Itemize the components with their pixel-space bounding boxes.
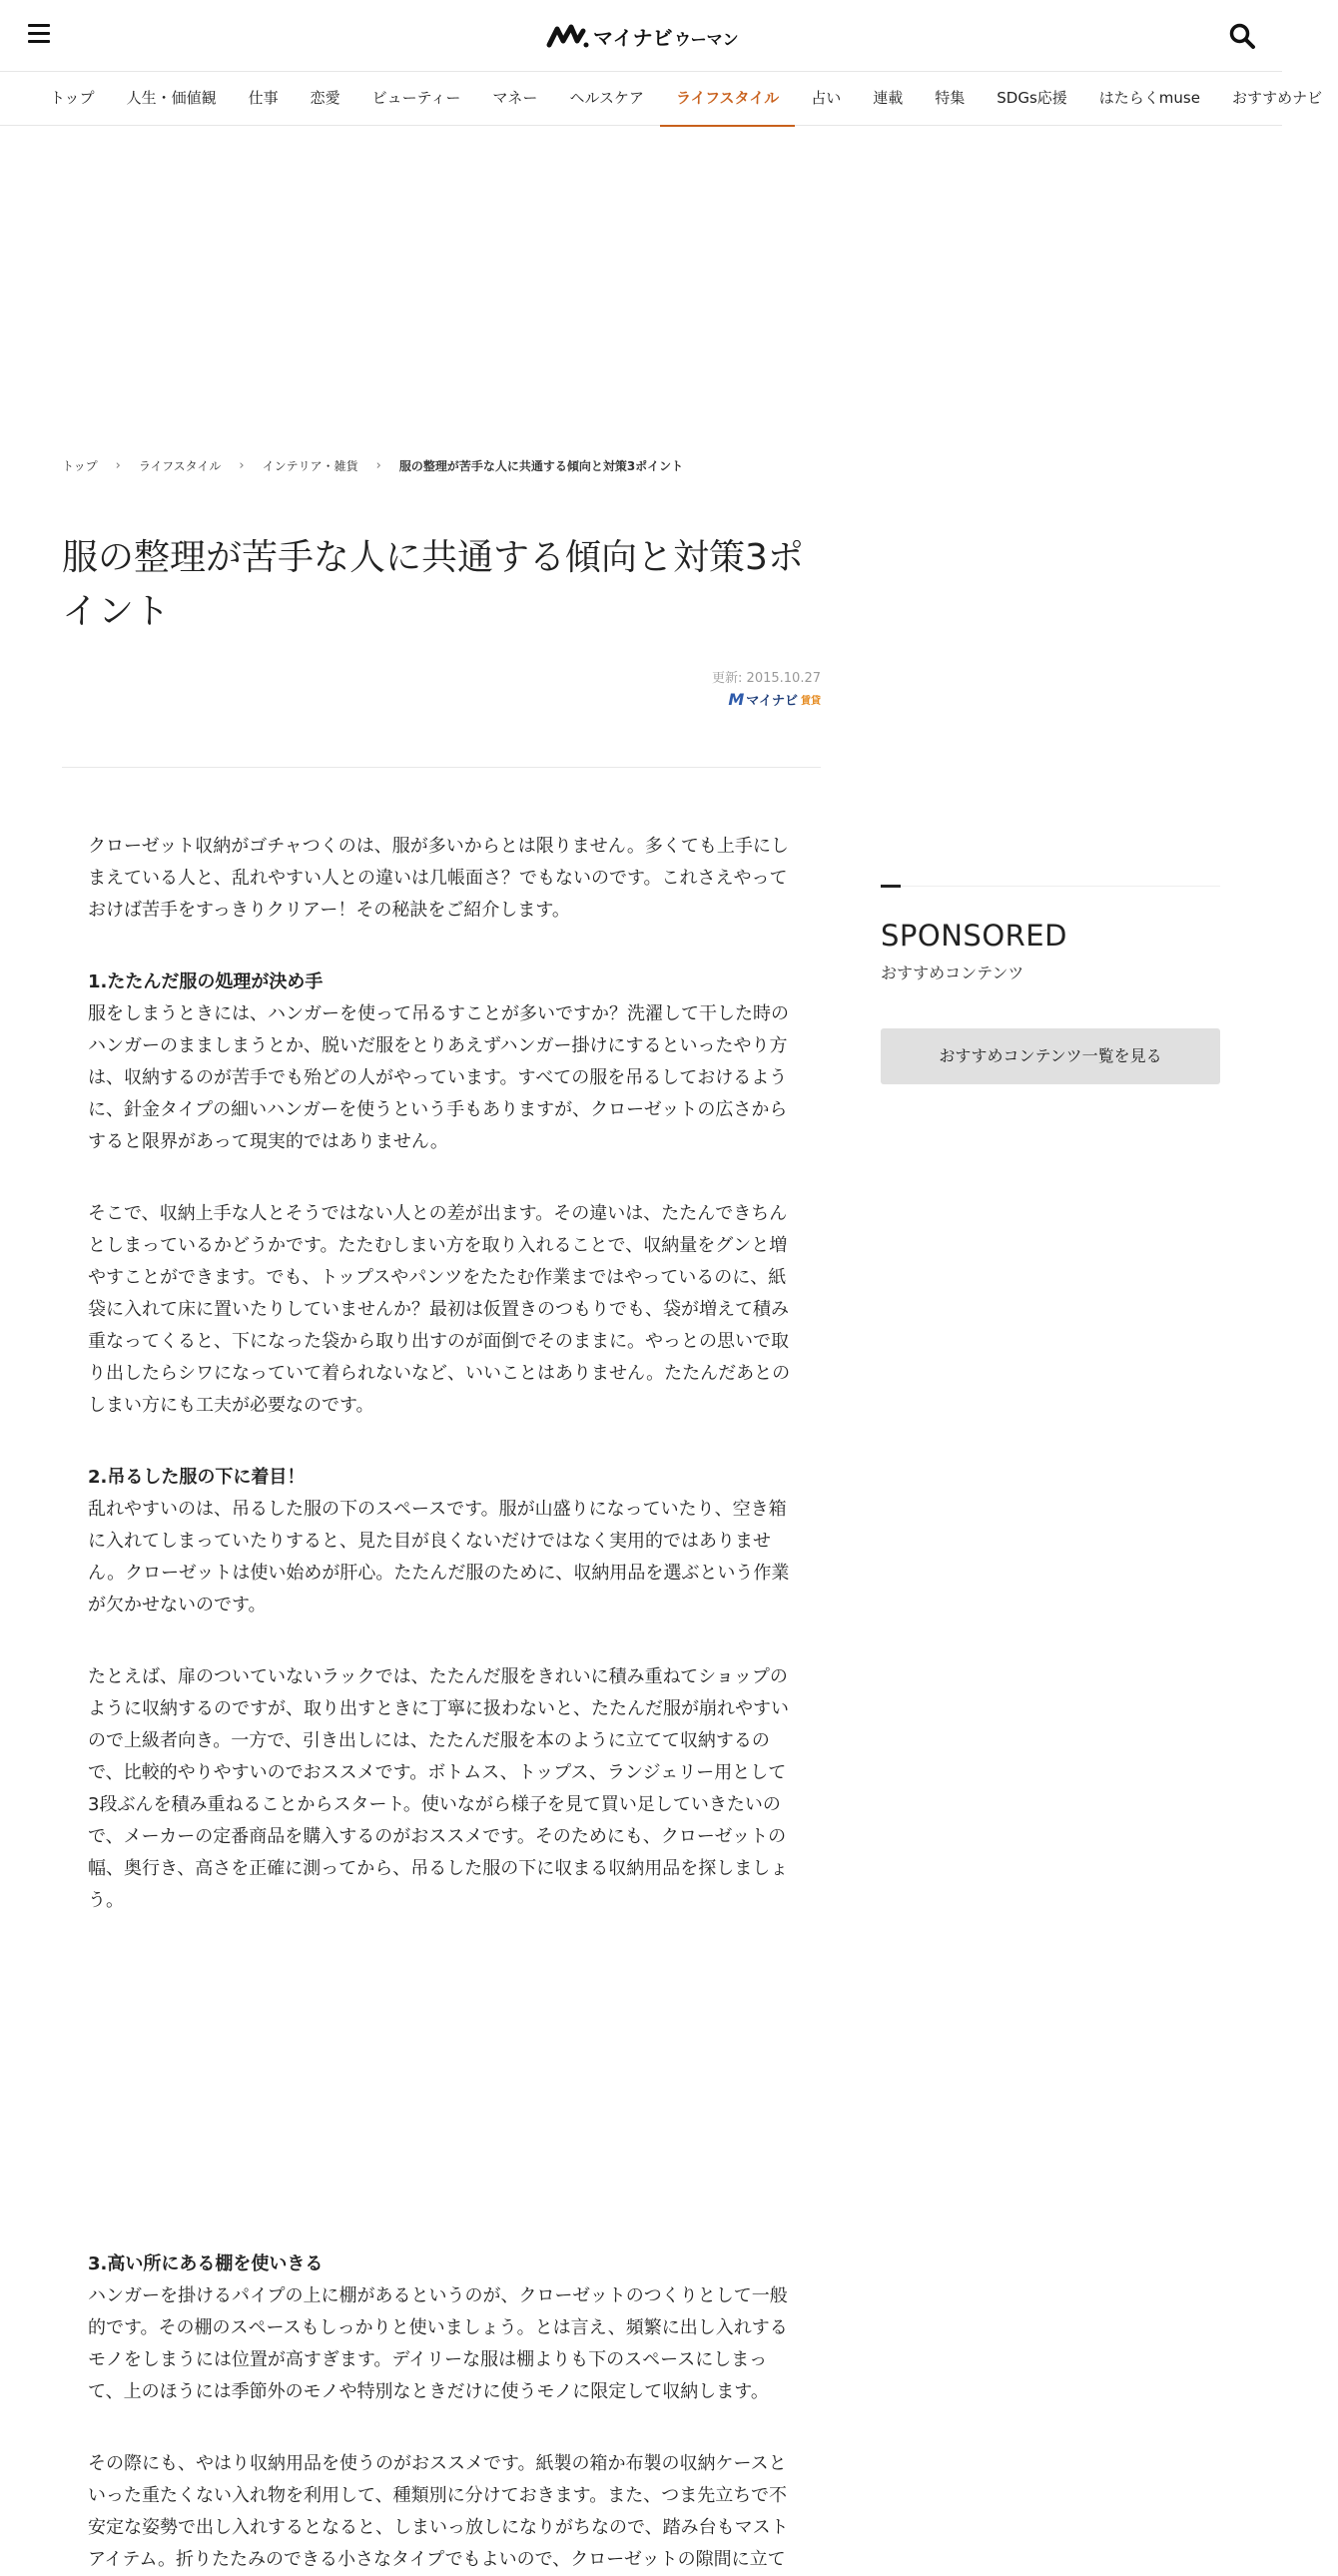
breadcrumb-top[interactable]: トップ [62, 459, 98, 473]
paragraph-text: ハンガーを掛けるパイプの上に棚があるというのが、クローゼットのつくりとして一般的です。その棚のスペースもしっかりと使いましょう。とは言え、頻繁に出し入れするモノをしまうには位置が高すぎます。デイリーな服は棚よりも下のスペースにしまって、上のほうには季節外のモノや特別なときだけに使うモノに限定して収納します。 [88, 2285, 788, 2402]
article-paragraph [88, 1198, 791, 1422]
nav-item[interactable]: ヘルスケア [569, 89, 644, 107]
article-section [88, 966, 791, 1158]
nav-item[interactable]: 人生・価値観 [126, 89, 217, 107]
nav-item[interactable]: 連載 [873, 89, 904, 107]
nav-item[interactable]: 恋愛 [310, 89, 340, 107]
nav-item[interactable]: 仕事 [248, 89, 279, 107]
nav-item[interactable]: トップ [50, 89, 95, 107]
nav-item[interactable]: おすすめナビ [1231, 89, 1323, 107]
paragraph-text: そこで、収納上手な人とそうではない人との差が出ます。その違いは、たたんできちんとしまっているかどうかです。たたむしまい方を取り入れることで、収納量をグンと増やすことができます。でも、トップスやパンツをたたむ作業まではやっているのに、紙袋に入れて床に置いたりしていませんか？最初は仮置きのつもりでも、袋が増えて積み重なってくると、下になった袋から取り出すのが面倒でそのままに。やっとの思いで取り出したらシワになっていて着られないなど、いいことはありません。たたんだあとのしまい方にも工夫が必要なのです。 [88, 1203, 791, 1416]
article-section [88, 2249, 791, 2408]
site-header [0, 0, 1282, 72]
source-logo-sub: 賃貸 [801, 696, 821, 707]
source-logo-text: マイナビ [746, 694, 798, 709]
title-divider [62, 767, 821, 768]
article-paragraph [88, 2448, 791, 2570]
source-logo[interactable] [728, 690, 821, 709]
source-logo-mark: M [728, 690, 745, 709]
nav-item[interactable]: はたらくmuse [1098, 89, 1200, 107]
sponsored-title: SPONSORED [881, 919, 1067, 953]
sidebar-divider [901, 886, 1220, 887]
paragraph-text: 乱れやすいのは、吊るした服の下のスペースです。服が山盛りになっていたり、空き箱に入れてしまっていたりすると、見た目が良くないだけではなく実用的ではありません。クローゼットは使い始めが肝心。たたんだ服のために、収納用品を選ぶという作業が欠かせないのです。 [88, 1499, 790, 1615]
category-nav [0, 72, 1323, 126]
breadcrumb-current: 服の整理が苦手な人に共通する傾向と対策3ポイント [398, 459, 684, 473]
article-section [88, 1462, 791, 1621]
nav-item[interactable]: 占い [811, 89, 842, 107]
logo-mark-icon [547, 23, 589, 49]
article-paragraph [88, 831, 791, 927]
logo-main-text: マイナビ [593, 25, 673, 50]
logo-sub-text: ウーマン [674, 29, 739, 49]
sponsored-subtitle: おすすめコンテンツ [881, 964, 1024, 982]
breadcrumb-lifestyle[interactable]: ライフスタイル [138, 459, 222, 473]
paragraph-text: その際にも、やはり収納用品を使うのがおススメです。紙製の箱か布製の収納ケースといった重たくない入れ物を利用して、種類別に分けておきます。また、つま先立ちで不安定な姿勢で出し入れするとなると、しまいっ放しになりがちなので、踏み台もマストアイテム。折りたたみのできる小さなタイプでもよいので、クローゼットの隙間に立て [88, 2453, 789, 2570]
recommended-list-button[interactable]: おすすめコンテンツ一覧を見る [881, 1028, 1220, 1084]
search-icon[interactable] [1228, 22, 1256, 50]
paragraph-text: 服をしまうときには、ハンガーを使って吊るすことが多いですか？洗濯して干した時のハンガーのまましまうとか、脱いだ服をとりあえずハンガー掛けにするといったやり方は、収納するのが苦手でも殆どの人がやっています。すべての服を吊るしておけるように、針金タイプの細いハンガーを使うという手もありますが、クローゼットの広さからすると限界があって現実的ではありません。 [88, 1003, 789, 1152]
breadcrumb [62, 457, 683, 474]
nav-item[interactable]: マネー [492, 89, 538, 107]
hamburger-menu-icon[interactable] [28, 24, 52, 46]
paragraph-text: たとえば、扉のついていないラックでは、たたんだ服をきれいに積み重ねてショップのように収納するのですが、取り出すときに丁寧に扱わないと、たたんだ服が崩れやすいので上級者向き。一方で、引き出しには、たたんだ服を本のように立てて収納するので、比較的やりやすいのでおススメです。ボトムス、トップス、ランジェリー用として3段ぶんを積み重ねることからスタート。使いながら様子を見て買い足していきたいので、メーカーの定番商品を購入するのがおススメです。そのためにも、クローゼットの幅、奥行き、高さを正確に測ってから、吊るした服の下に収まる収納用品を探しましょう。 [88, 1666, 789, 1911]
nav-item[interactable]: ビューティー [371, 89, 461, 107]
article-title: 服の整理が苦手な人に共通する傾向と対策3ポイント [62, 537, 804, 632]
sidebar-accent [881, 885, 901, 888]
article-paragraph [88, 1661, 791, 1917]
section-heading: 2.吊るした服の下に着目！ [88, 1467, 306, 1488]
section-heading: 3.高い所にある棚を使いきる [88, 2254, 324, 2274]
nav-item[interactable]: 特集 [935, 89, 966, 107]
category-nav-list [0, 72, 1323, 126]
article-meta [639, 667, 821, 709]
chevron-right-icon: › [375, 458, 381, 473]
breadcrumb-interior[interactable]: インテリア・雑貨 [262, 459, 358, 473]
nav-item[interactable]: ライフスタイル [660, 72, 795, 126]
site-logo[interactable] [547, 20, 739, 52]
chevron-right-icon: › [239, 458, 245, 473]
paragraph-text: クローゼット収納がゴチャつくのは、服が多いからとは限りません。多くても上手にしまえている人と、乱れやすい人との違いは几帳面さ？でもないのです。これさえやっておけば苦手をすっきりクリアー！その秘訣をご紹介します。 [88, 836, 789, 921]
section-heading: 1.たたんだ服の処理が決め手 [88, 971, 324, 992]
nav-item[interactable]: SDGs応援 [997, 89, 1067, 107]
chevron-right-icon: › [115, 458, 121, 473]
updated-date: 更新: 2015.10.27 [712, 671, 821, 686]
